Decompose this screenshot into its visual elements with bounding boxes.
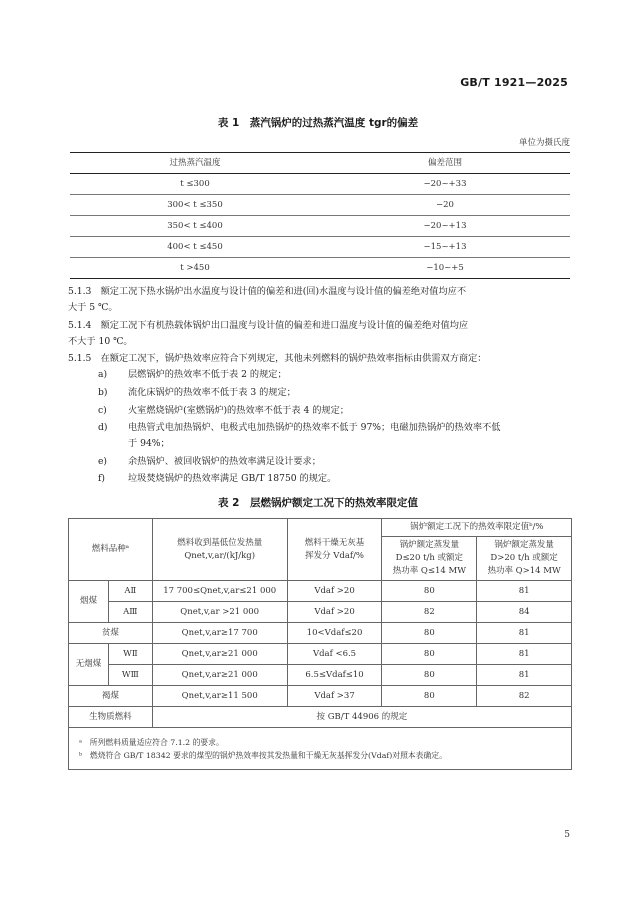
- table1-header-row: [70, 153, 570, 174]
- table1-cell: 350< t ≤400: [70, 216, 320, 237]
- table2-note-b: ᵇ 燃烧符合 GB/T 18342 要求的煤型的锅炉热效率按其发热量和干燥无灰基挥发分(Vdaf)对照本表确定。: [79, 750, 447, 760]
- table2-notes-row: [69, 728, 572, 770]
- table1-cell: −20: [320, 195, 570, 216]
- table2-cell: Vdaf >20: [287, 602, 382, 623]
- table-row: [70, 195, 570, 216]
- standard-number: GB/T 1921—2025: [460, 76, 568, 89]
- table2-header-row: [69, 519, 572, 537]
- table2-cell: 6.5≤Vdaf≤10: [287, 665, 382, 686]
- table2-cell: 84: [477, 602, 572, 623]
- table2-cell: 80: [382, 623, 477, 644]
- table-row: [70, 216, 570, 237]
- table2-cell: 81: [477, 644, 572, 665]
- table1-unit-note: 单位为摄氏度: [518, 138, 570, 148]
- list-item-label: b): [98, 387, 108, 398]
- table2-fuel-lean: 贫煤: [69, 623, 153, 644]
- table1-cell: −20~+33: [320, 174, 570, 195]
- table1-cell: 300< t ≤350: [70, 195, 320, 216]
- table2-cell: Vdaf <6.5: [287, 644, 382, 665]
- table2-cell: 82: [382, 602, 477, 623]
- table-row: [69, 644, 572, 665]
- list-item: d) 电热管式电加热锅炉、电极式电加热锅炉的热效率不低于 97%；电磁加热锅炉的热效率不低: [98, 420, 500, 436]
- table2-fuel-bituminous: 烟煤: [69, 581, 109, 623]
- table1-cell: −20~+13: [320, 216, 570, 237]
- table1-cell: t >450: [70, 258, 320, 279]
- table2-cell: Qnet,v,ar >21 000: [152, 602, 287, 623]
- table2-cell: 81: [477, 623, 572, 644]
- table1-header-temp: 过热蒸汽温度: [70, 153, 320, 174]
- list-item-label: c): [98, 405, 107, 416]
- table2-cell: 80: [382, 644, 477, 665]
- table2-cell: 80: [382, 581, 477, 602]
- table-row: [69, 665, 572, 686]
- table2-cell: 81: [477, 665, 572, 686]
- page-number: 5: [564, 830, 570, 840]
- table-row: [69, 686, 572, 707]
- table2-cell: Qnet,v,ar≥21 000: [152, 644, 287, 665]
- table2-cell: 17 700≤Qnet,v,ar≤21 000: [152, 581, 287, 602]
- table2-header-efficiency: 锅炉额定工况下的热效率限定值ᵇ/%: [382, 519, 572, 537]
- table2-cell: 10<Vdaf≤20: [287, 623, 382, 644]
- table2-cell: 按 GB/T 44906 的规定: [152, 707, 571, 728]
- table2: [68, 518, 572, 770]
- table-row: [69, 707, 572, 728]
- list-item: c) 火室燃烧锅炉(室燃锅炉)的热效率不低于表 4 的规定；: [98, 403, 349, 419]
- table2-cell: Qnet,v,ar≥21 000: [152, 665, 287, 686]
- list-item: b) 流化床锅炉的热效率不低于表 3 的规定；: [98, 385, 296, 401]
- table2-cell: Qnet,v,ar≥17 700: [152, 623, 287, 644]
- table2-cell: Qnet,v,ar≥11 500: [152, 686, 287, 707]
- table1-header-deviation: 偏差范围: [320, 153, 570, 174]
- table-row: [70, 237, 570, 258]
- list-item-label: d): [98, 422, 108, 433]
- list-item: f) 垃圾焚烧锅炉的热效率满足 GB/T 18750 的规定。: [98, 471, 336, 487]
- table1-cell: 400< t ≤450: [70, 237, 320, 258]
- table1: [70, 152, 570, 279]
- table2-caption: 表 2 层燃锅炉额定工况下的热效率限定值: [218, 497, 418, 509]
- table-row: [69, 602, 572, 623]
- list-item-label: f): [98, 473, 105, 484]
- list-item: a) 层燃锅炉的热效率不低于表 2 的规定；: [98, 367, 287, 383]
- table1-cell: −10~+5: [320, 258, 570, 279]
- table-row: [69, 581, 572, 602]
- clause-5-1-4: 5.1.4 额定工况下有机热载体锅炉出口温度与设计值的偏差和进口温度与设计值的偏差绝对值均应 不大于 10 ℃。: [68, 320, 469, 347]
- table2-header-fuel: 燃料品种ᵃ: [69, 519, 153, 581]
- list-item-continuation: 于 94%；: [128, 438, 170, 449]
- table1-cell: −15~+13: [320, 237, 570, 258]
- table2-cell: 81: [477, 581, 572, 602]
- table1-caption: 表 1 蒸汽锅炉的过热蒸汽温度 tgr的偏差: [217, 117, 419, 129]
- clause-5-1-5: 5.1.5 在额定工况下，锅炉热效率应符合下列规定，其他未列燃料的锅炉热效率指标由供需双方商定：: [68, 353, 487, 364]
- table2-header-small-boiler: 锅炉额定蒸发量 D≤20 t/h 或额定 热功率 Q≤14 MW: [382, 537, 477, 581]
- table2-cell: WⅡ: [108, 644, 152, 665]
- table-row: [70, 174, 570, 195]
- table2-note-a: ᵃ 所列燃料质量适应符合 7.1.2 的要求。: [79, 737, 224, 747]
- table2-fuel-biomass: 生物质燃料: [69, 707, 153, 728]
- table2-cell: 82: [477, 686, 572, 707]
- list-item: e) 余热锅炉、被回收锅炉的热效率满足设计要求；: [98, 454, 321, 470]
- table2-cell: AⅡ: [108, 581, 152, 602]
- list-item-label: a): [98, 369, 108, 380]
- table2-header-heat: 燃料收到基低位发热量 Qnet,v,ar/(kJ/kg): [152, 519, 287, 581]
- table2-cell: 80: [382, 665, 477, 686]
- list-item-label: e): [98, 456, 108, 467]
- table2-header-large-boiler: 锅炉额定蒸发量 D>20 t/h 或额定 热功率 Q>14 MW: [477, 537, 572, 581]
- table2-notes: [69, 728, 572, 770]
- table2-fuel-lignite: 褐煤: [69, 686, 153, 707]
- clause-5-1-3: 5.1.3 额定工况下热水锅炉出水温度与设计值的偏差和进(回)水温度与设计值的偏差绝对值均应不 大于 5 ℃。: [68, 286, 467, 313]
- table2-cell: 80: [382, 686, 477, 707]
- table2-header-volatile: 燃料干燥无灰基 挥发分 Vdaf/%: [287, 519, 382, 581]
- table2-cell: Vdaf >20: [287, 581, 382, 602]
- table2-cell: AⅢ: [108, 602, 152, 623]
- table2-cell: WⅢ: [108, 665, 152, 686]
- table-row: [70, 258, 570, 279]
- table-row: [69, 623, 572, 644]
- table2-fuel-anthracite: 无烟煤: [69, 644, 109, 686]
- table2-cell: Vdaf >37: [287, 686, 382, 707]
- table1-cell: t ≤300: [70, 174, 320, 195]
